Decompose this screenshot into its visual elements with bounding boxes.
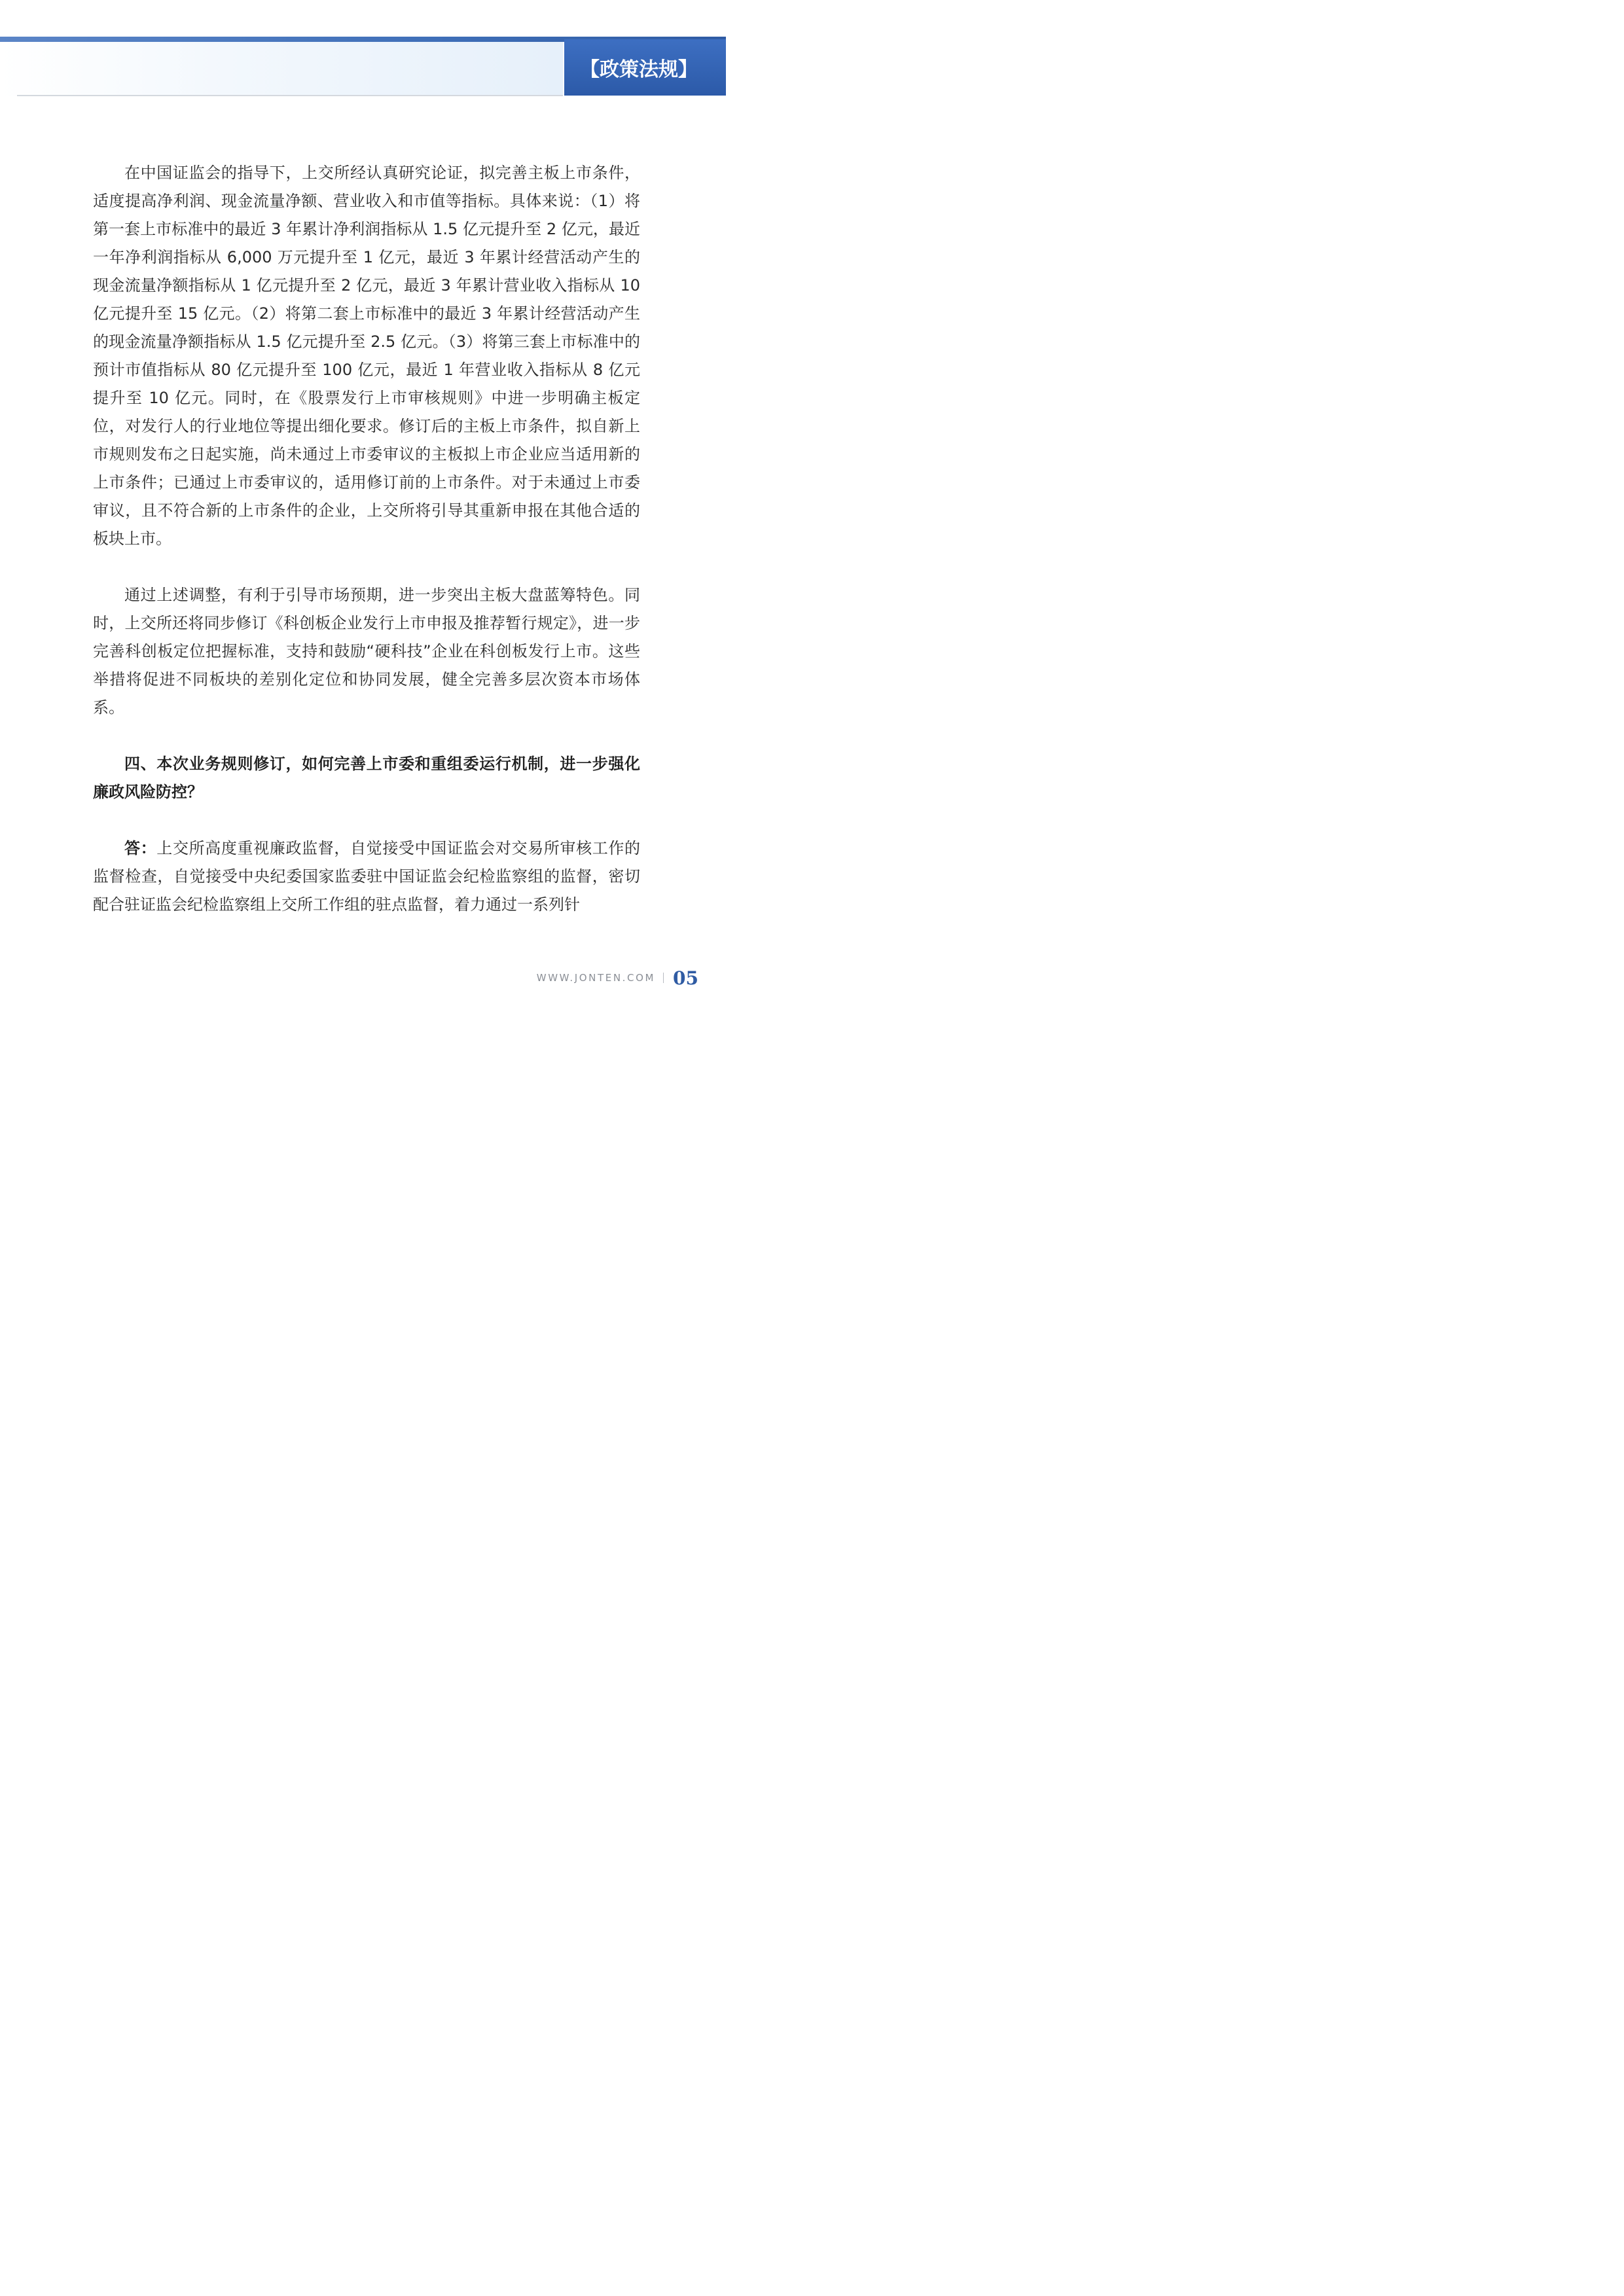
page-number: 05 [673,967,698,989]
document-page [0,0,726,1026]
section-tab [564,39,726,96]
answer-text: 上交所高度重视廉政监督，自觉接受中国证监会对交易所审核工作的监督检查，自觉接受中央纪委国家监委驻中国证监会纪检监察组的监督，密切配合驻证监会纪检监察组上交所工作组的驻点监督，着力通过一系列针 [93,839,641,914]
paragraph-listing-conditions: 在中国证监会的指导下，上交所经认真研究论证，拟完善主板上市条件，适度提高净利润、现金流量净额、营业收入和市值等指标。具体来说：（1）将第一套上市标准中的最近 3 年累计净利润指标从 1.5 亿元提升至 2 亿元，最近一年净利润指标从 6,000 万元提升至 1 亿元，最近 3 年累计经营活动产生的现金流量净额指标从 1 亿元提升至 2 亿元，最近 3 年累计营业收入指标从 10 亿元提升至 15 亿元。（2）将第二套上市标准中的最近 3 年累计经营活动产生的现金流量净额指标从 1.5 亿元提升至 2.5 亿元。（3）将第三套上市标准中的预计市值指标从 80 亿元提升至 100 亿元，最近 1 年营业收入指标从 8 亿元提升至 10 亿元。同时，在《股票发行上市审核规则》中进一步明确主板定位，对发行人的行业地位等提出细化要求。修订后的主板上市条件，拟自新上市规则发布之日起实施，尚未通过上市委审议的主板拟上市企业应当适用新的上市条件；已通过上市委审议的，适用修订前的上市条件。对于未通过上市委审议，且不符合新的上市条件的企业，上交所将引导其重新申报在其他合适的板块上市。 [93,164,640,548]
article-body [93,159,640,919]
page-footer [537,966,698,990]
header-divider [17,95,563,96]
footer-website: WWW.JONTEN.COM [536,972,656,984]
answer-paragraph [93,834,640,919]
footer-divider [663,973,664,983]
paragraph-adjustment-effects: 通过上述调整，有利于引导市场预期，进一步突出主板大盘蓝筹特色。同时，上交所还将同步修订《科创板企业发行上市申报及推荐暂行规定》，进一步完善科创板定位把握标准，支持和鼓励“硬科技”企业在科创板发行上市。这些举措将促进不同板块的差别化定位和协同发展，健全完善多层次资本市场体系。 [93,586,640,717]
section-label: 【政策法规】 [580,58,698,81]
header-band [0,42,563,96]
question-heading: 四、本次业务规则修订，如何完善上市委和重组委运行机制，进一步强化廉政风险防控？ [93,755,640,801]
answer-label: 答： [124,839,157,857]
